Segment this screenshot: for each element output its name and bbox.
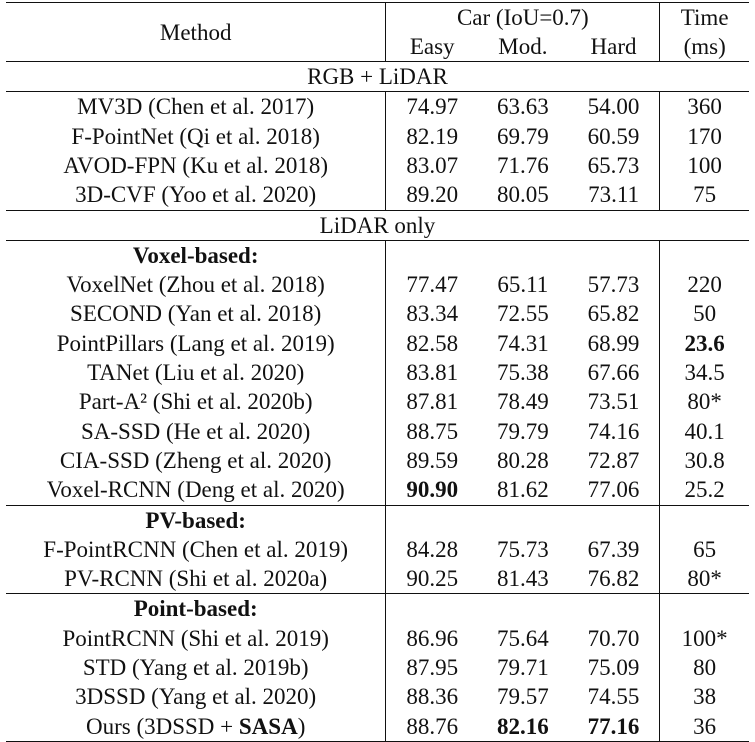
method-cell: PointPillars (Lang et al. 2019): [6, 328, 386, 357]
easy-cell: 90.25: [406, 566, 459, 592]
easy-cell: 83.07: [406, 152, 459, 178]
time-cell: 220: [687, 271, 722, 297]
table-row: [6, 358, 749, 387]
method-cell: VoxelNet (Zhou et al. 2018): [6, 270, 386, 299]
hard-cell: 68.99: [568, 328, 660, 357]
time-cell: 23.6: [684, 330, 725, 356]
group-spacer: [660, 240, 749, 270]
hard-cell: 67.39: [568, 535, 660, 564]
easy-cell: 83.34: [406, 301, 459, 327]
method-cell: CIA-SSD (Zheng et al. 2020): [6, 446, 386, 475]
hard-cell: 73.11: [568, 180, 660, 210]
time-header: Time: [660, 3, 749, 33]
section-title: RGB + LiDAR: [6, 62, 749, 92]
table-row: [6, 180, 749, 210]
time-cell: 38: [693, 684, 717, 710]
easy-cell: 84.28: [406, 536, 459, 562]
group-spacer: [568, 594, 660, 624]
mod-cell: 80.28: [496, 448, 549, 474]
mod-cell: 79.79: [496, 418, 549, 444]
group-spacer: [386, 240, 478, 270]
section-row: [6, 62, 749, 92]
mod-cell: 78.49: [496, 389, 549, 415]
group-spacer: [568, 240, 660, 270]
easy-cell: 87.95: [406, 655, 459, 681]
method-cell: 3D-CVF (Yoo et al. 2020): [6, 180, 386, 210]
easy-cell: 86.96: [406, 625, 459, 651]
header-row-1: [6, 3, 749, 33]
time-unit-header: (ms): [683, 34, 726, 59]
easy-cell: 77.47: [406, 271, 459, 297]
group-spacer: [478, 505, 568, 535]
group-label: Point-based:: [6, 594, 386, 624]
table-row: [6, 564, 749, 594]
easy-cell: 87.81: [406, 389, 459, 415]
hard-cell: 74.16: [568, 417, 660, 446]
hard-cell: 77.06: [568, 475, 660, 505]
hard-cell: 60.59: [568, 121, 660, 150]
time-cell: 80: [693, 655, 717, 681]
section-title: LiDAR only: [6, 210, 749, 240]
mod-cell: 72.55: [496, 301, 549, 327]
hard-cell: 70.70: [568, 623, 660, 652]
method-cell: AVOD-FPN (Ku et al. 2018): [6, 151, 386, 180]
mod-cell: 74.31: [496, 330, 549, 356]
mod-cell: 82.16: [478, 712, 568, 742]
group-spacer: [568, 505, 660, 535]
sasa-highlight: SASA: [238, 713, 298, 739]
method-cell: STD (Yang et al. 2019b): [6, 653, 386, 682]
group-spacer: [660, 505, 749, 535]
method-cell: PointRCNN (Shi et al. 2019): [6, 623, 386, 652]
time-cell: 80*: [687, 566, 722, 592]
group-label: Voxel-based:: [6, 240, 386, 270]
group-row: [6, 594, 749, 624]
mod-cell: 79.57: [496, 684, 549, 710]
table-row: [6, 623, 749, 652]
hard-cell: 67.66: [568, 358, 660, 387]
time-cell: 100*: [681, 625, 728, 651]
time-cell: 40.1: [684, 418, 725, 444]
hard-cell: 74.55: [568, 682, 660, 711]
time-cell: 30.8: [684, 448, 725, 474]
mod-cell: 65.11: [497, 271, 549, 297]
table-row: [6, 151, 749, 180]
group-spacer: [478, 240, 568, 270]
table-row: [6, 121, 749, 150]
results-table-body: [6, 3, 749, 742]
table-row: [6, 299, 749, 328]
method-cell: F-PointNet (Qi et al. 2018): [6, 121, 386, 150]
easy-cell: 82.58: [406, 330, 459, 356]
hard-cell: 54.00: [568, 92, 660, 122]
table-row: [6, 712, 749, 742]
table-row: [6, 653, 749, 682]
mod-cell: 80.05: [496, 182, 549, 208]
time-cell: 36: [660, 712, 749, 742]
easy-cell: 88.75: [406, 418, 459, 444]
group-spacer: [386, 505, 478, 535]
table-row: [6, 328, 749, 357]
easy-cell: 89.59: [406, 448, 459, 474]
hard-cell: 72.87: [568, 446, 660, 475]
hard-cell: 77.16: [568, 712, 660, 742]
results-table: [6, 2, 749, 742]
mod-header: Mod.: [498, 34, 548, 59]
table-row: [6, 682, 749, 711]
method-cell: Part-A² (Shi et al. 2020b): [6, 387, 386, 416]
easy-cell: 83.81: [406, 359, 459, 385]
time-cell: 50: [693, 301, 717, 327]
table-row: [6, 475, 749, 505]
hard-cell: 65.73: [568, 151, 660, 180]
hard-cell: 65.82: [568, 299, 660, 328]
hard-cell: 75.09: [568, 653, 660, 682]
group-spacer: [660, 594, 749, 624]
section-row: [6, 210, 749, 240]
group-spacer: [478, 594, 568, 624]
time-cell: 360: [660, 92, 749, 122]
mod-cell: 81.43: [496, 566, 549, 592]
group-label: PV-based:: [6, 505, 386, 535]
hard-cell: 76.82: [568, 564, 660, 594]
time-cell: 25.2: [684, 477, 725, 503]
mod-cell: 81.62: [496, 477, 549, 503]
easy-cell: 82.19: [406, 123, 459, 149]
easy-cell: 88.36: [406, 684, 459, 710]
table-row: [6, 270, 749, 299]
table-row: [6, 387, 749, 416]
mod-cell: 71.76: [496, 152, 549, 178]
method-cell: SA-SSD (He et al. 2020): [6, 417, 386, 446]
hard-cell: 73.51: [568, 387, 660, 416]
method-cell: MV3D (Chen et al. 2017): [6, 92, 386, 122]
method-cell: Voxel-RCNN (Deng et al. 2020): [6, 475, 386, 505]
method-cell: 3DSSD (Yang et al. 2020): [6, 682, 386, 711]
method-cell: SECOND (Yan et al. 2018): [6, 299, 386, 328]
group-spacer: [386, 594, 478, 624]
time-cell: 100: [687, 152, 722, 178]
mod-cell: 75.64: [496, 625, 549, 651]
method-cell: Ours (3DSSD + SASA): [6, 712, 386, 742]
method-cell: F-PointRCNN (Chen et al. 2019): [6, 535, 386, 564]
method-cell: PV-RCNN (Shi et al. 2020a): [6, 564, 386, 594]
car-header: Car (IoU=0.7): [386, 3, 660, 33]
easy-cell: 88.76: [386, 712, 478, 742]
group-row: [6, 505, 749, 535]
method-cell: TANet (Liu et al. 2020): [6, 358, 386, 387]
time-cell: 65: [693, 536, 717, 562]
hard-header: Hard: [568, 32, 660, 62]
table-row: [6, 417, 749, 446]
group-row: [6, 240, 749, 270]
hard-cell: 57.73: [568, 270, 660, 299]
mod-cell: 63.63: [478, 92, 568, 122]
time-cell: 75: [693, 182, 717, 208]
table-row: [6, 535, 749, 564]
time-cell: 170: [687, 123, 722, 149]
method-header: Method: [6, 3, 386, 62]
mod-cell: 79.71: [496, 655, 549, 681]
mod-cell: 75.38: [496, 359, 549, 385]
time-cell: 34.5: [684, 359, 725, 385]
table-row: [6, 92, 749, 122]
mod-cell: 75.73: [496, 536, 549, 562]
easy-header: Easy: [409, 34, 455, 59]
table-row: [6, 446, 749, 475]
easy-cell: 74.97: [386, 92, 478, 122]
easy-cell: 89.20: [406, 182, 459, 208]
easy-cell: 90.90: [406, 477, 459, 503]
time-cell: 80*: [687, 389, 722, 415]
mod-cell: 69.79: [496, 123, 549, 149]
